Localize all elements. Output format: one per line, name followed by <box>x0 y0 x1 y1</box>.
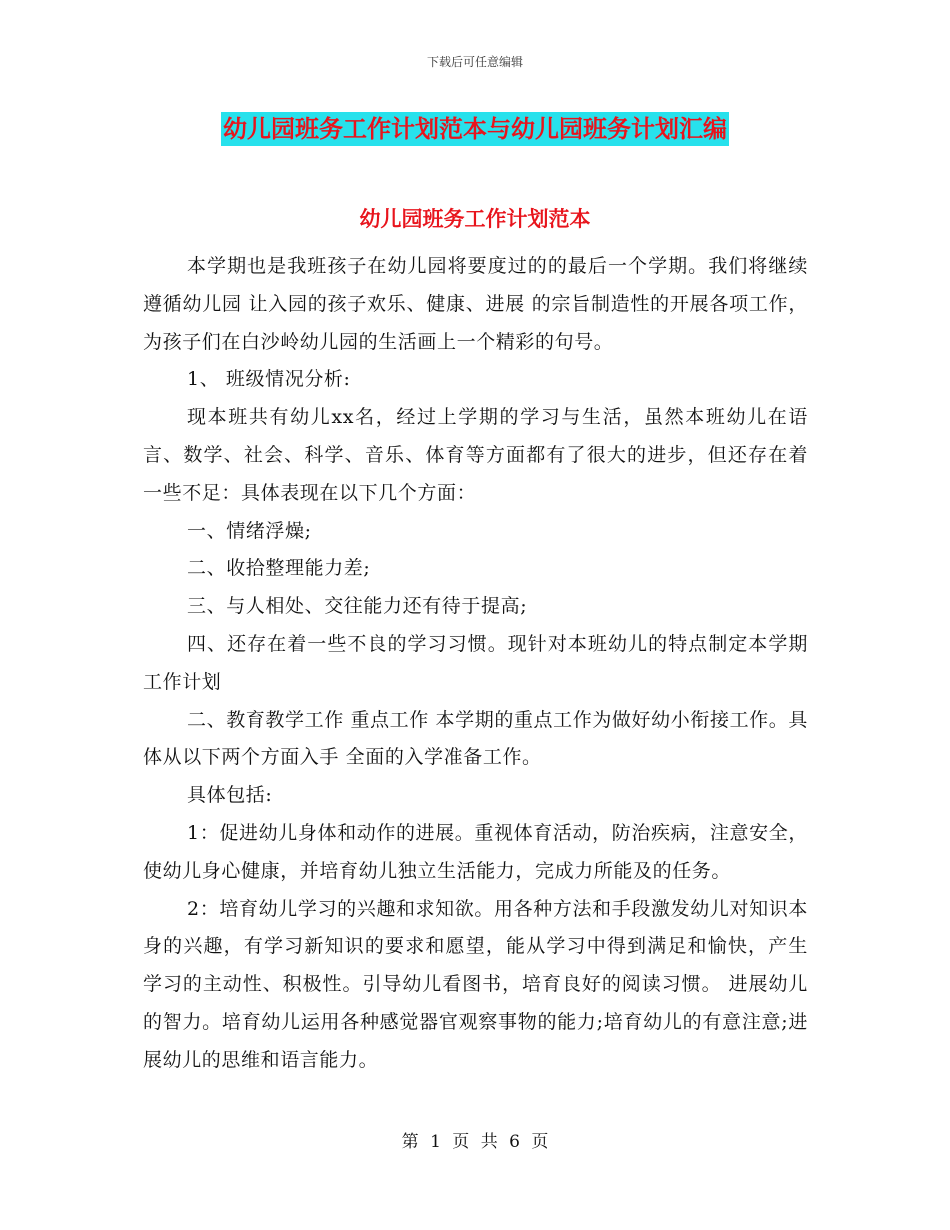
header-note: 下载后可任意编辑 <box>426 55 523 69</box>
paragraph: 四、还存在着一些不良的学习习惯。现针对本班幼儿的特点制定本学期工作计划 <box>143 632 808 693</box>
paragraph: 2：培育幼儿学习的兴趣和求知欲。用各种方法和手段激发幼儿对知识本身的兴趣，有学习新知识的要求和愿望，能从学习中得到满足和愉快，产生学习的主动性、积极性。引导幼儿看图书，培育良好的阅读习惯。 进展幼儿的智力。培育幼儿运用各种感觉器官观察事物的能力;培育幼儿的有意注意;进展幼儿的思维和语言能力。 <box>143 897 808 1071</box>
paragraph: 本学期也是我班孩子在幼儿园将要度过的的最后一个学期。我们将继续遵循幼儿园 让入园的孩子欢乐、健康、进展 的宗旨制造性的开展各项工作，为孩子们在白沙岭幼儿园的生活画上一个精彩的句号。 <box>143 255 808 353</box>
paragraph: 三、与人相处、交往能力还有待于提高; <box>187 595 528 618</box>
paragraph: 二、教育教学工作 重点工作 本学期的重点工作为做好幼小衔接工作。具体从以下两个方面入手 全面的入学准备工作。 <box>143 708 808 769</box>
body-text <box>143 248 808 1080</box>
paragraph: 一、情绪浮燥; <box>187 519 312 542</box>
paragraph: 现本班共有幼儿xx名，经过上学期的学习与生活，虽然本班幼儿在语言、数学、社会、科学、音乐、体育等方面都有了很大的进步，但还存在着一些不足：具体表现在以下几个方面： <box>143 406 808 504</box>
paragraph: 1、 班级情况分析: <box>187 368 351 391</box>
paragraph: 二、收拾整理能力差; <box>187 557 371 580</box>
page-footer: 第 1 页 共 6 页 <box>401 1132 549 1152</box>
main-title: 幼儿园班务工作计划范本与幼儿园班务计划汇编 <box>221 112 729 146</box>
main-title-container <box>0 112 950 146</box>
paragraph: 具体包括: <box>187 784 273 807</box>
section-title: 幼儿园班务工作计划范本 <box>359 206 591 231</box>
paragraph: 1：促进幼儿身体和动作的进展。重视体育活动，防治疾病，注意安全，使幼儿身心健康，并培育幼儿独立生活能力，完成力所能及的任务。 <box>143 821 808 882</box>
